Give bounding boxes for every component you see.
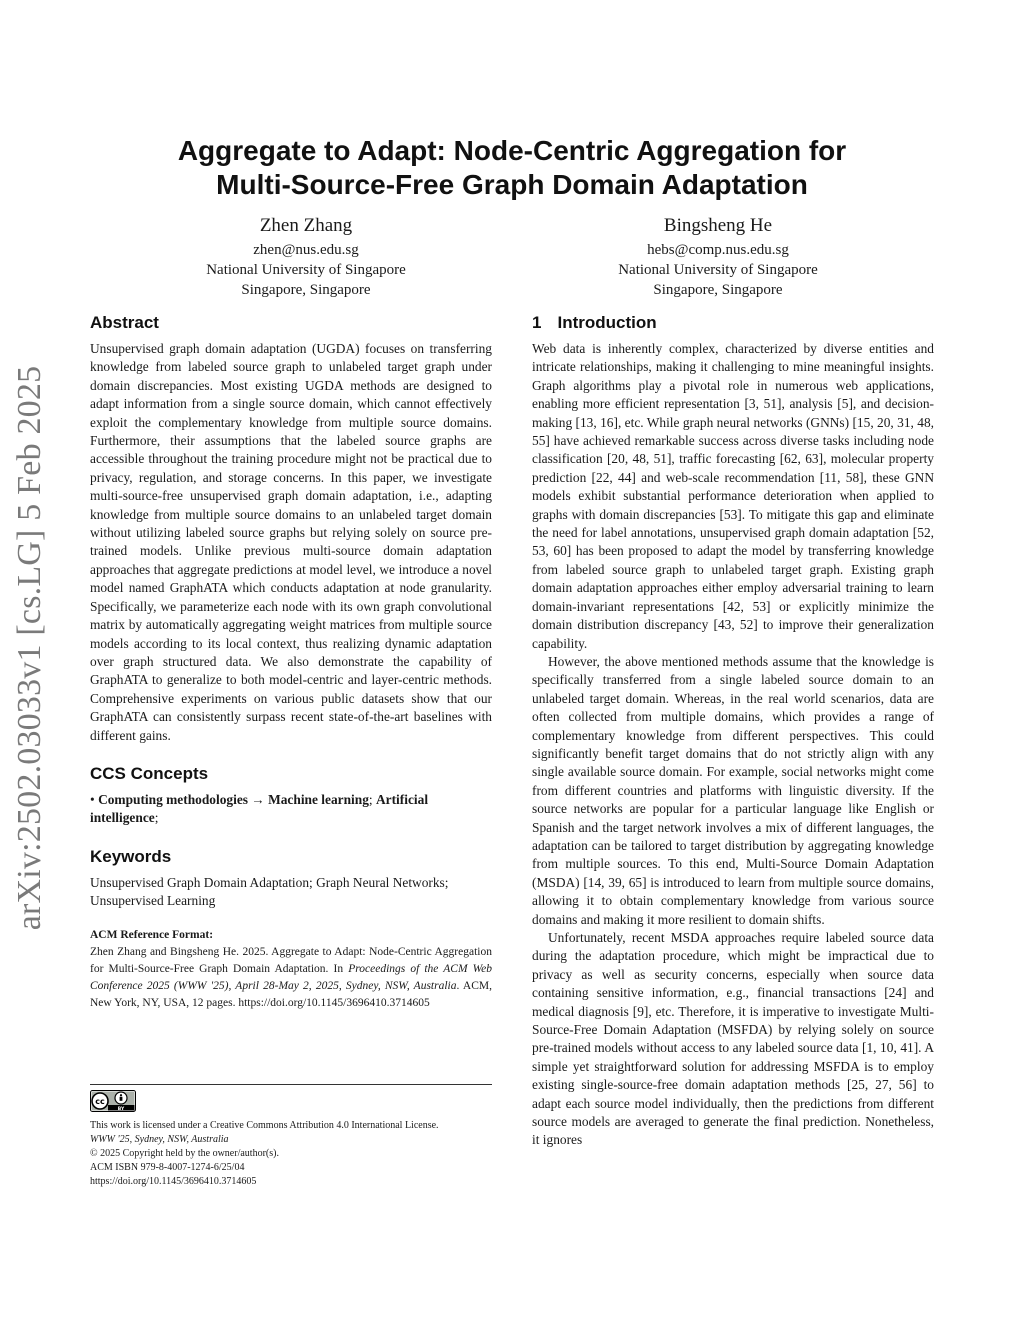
- ccs-concepts: [90, 791, 492, 828]
- section-number: 1: [532, 313, 542, 332]
- title-line-2: Multi-Source-Free Graph Domain Adaptation: [216, 169, 808, 200]
- right-column: [532, 312, 934, 1150]
- author-block-2: [558, 214, 878, 300]
- author-location: Singapore, Singapore: [241, 282, 371, 298]
- footer-isbn: ACM ISBN 979-8-4007-1274-6/25/04: [90, 1162, 245, 1173]
- reference-format-text: Zhen Zhang and Bingsheng He. 2025. Aggregate to Adapt: Node-Centric Aggregation for Multi-Source-Free Graph Domain Adaptation. In Proceedings of the ACM Web Conference 2025 (WWW '25), April 28-May 2, 2025, Sydney, NSW, Australia. ACM, New York, NY, USA, 12 pages. https://doi.org/10.1145/3696410.3714605: [90, 945, 492, 1009]
- abstract-text: Unsupervised graph domain adaptation (UGDA) focuses on transferring knowledge from labeled source graph to unlabeled target graph under domain discrepancies. Most existing UGDA methods are designed to adapt information from a single source domain, which cannot effectively exploit the complementary knowledge from multiple source domains. Furthermore, their assumptions that the labeled source graphs are accessible throughout the training procedure might not be practical due to privacy, regulation, and storage concerns. In this paper, we investigate multi-source-free unsupervised graph domain adaptation, i.e., adapting knowledge from multiple source domains to an unlabeled target domain without utilizing labeled source graphs but relying solely on source pre-trained models. Unlike previous multi-source domain adaptation approaches that aggregate predictions at model level, we introduce a novel model named GraphATA which conducts adaptation at node granularity. Specifically, we parameterize each node with its own graph convolutional matrix by automatically aggregating weight matrices from multiple source models according to its local context, thus realizing dynamic adaptation over graph structured data. We also demonstrate the capability of GraphATA to generalize to both model-centric and layer-centric methods. Comprehensive experiments on various public datasets show that our GraphATA can consistently surpass recent state-of-the-art baselines with different gains.: [90, 341, 492, 743]
- introduction-heading: 1 Introduction: [532, 313, 657, 332]
- ccs-end: ;: [154, 810, 159, 826]
- cc-by-license-icon: [90, 1090, 136, 1112]
- ccs-term: Machine learning: [268, 791, 369, 807]
- author-block-1: [146, 214, 466, 300]
- ccs-section: [90, 763, 492, 828]
- footer-rule: [90, 1084, 492, 1085]
- footer-venue: WWW '25, Sydney, NSW, Australia: [90, 1134, 229, 1145]
- author-affiliation: National University of Singapore: [206, 262, 406, 278]
- license-text: This work is licensed under a Creative Commons Attribution 4.0 International License.: [90, 1120, 439, 1131]
- ccs-separator: ;: [368, 791, 373, 807]
- footer-copyright: © 2025 Copyright held by the owner/author(s).: [90, 1148, 279, 1159]
- ccs-heading: CCS Concepts: [90, 763, 209, 783]
- author-name: Zhen Zhang: [259, 215, 353, 236]
- keywords-text: Unsupervised Graph Domain Adaptation; Graph Neural Networks; Unsupervised Learning: [90, 874, 449, 909]
- reference-format-heading: ACM Reference Format:: [90, 928, 214, 941]
- ccs-bullet: •: [90, 791, 95, 807]
- author-email: zhen@nus.edu.sg: [253, 242, 359, 258]
- svg-text:cc: cc: [95, 1097, 105, 1106]
- intro-paragraph-2: However, the above mentioned methods assume that the knowledge is specifically transferred from a single labeled source domain to an unlabeled target domain. Whereas, in the real world scenarios, data are often collected from multiple domains, which provides a range of complementary knowledge from different perspectives. This could significantly benefit target domains that do not strictly align with any single available source domain. For example, social networks might come from different countries and platforms with linguistic diversity. If the source networks are popular for a particular language like English or Spanish and the target network involves a mix of different languages, the adaptation can be tailored to target distribution by aggregating knowledge from multiple sources. To this end, Multi-Source Domain Adaptation (MSDA) [14, 39, 65] is introduced to learn from multiple source domains, allowing it to obtain complementary knowledge from various source domains and making it more resilient to domain shifts.: [532, 653, 934, 927]
- reference-format: [90, 929, 492, 1012]
- author-location: Singapore, Singapore: [653, 282, 783, 298]
- ccs-term: Artificial intelligence: [90, 791, 429, 826]
- keywords-heading: Keywords: [90, 846, 172, 866]
- ccs-arrow: →: [251, 791, 265, 807]
- author-name: Bingsheng He: [663, 215, 773, 236]
- intro-paragraph-3: Unfortunately, recent MSDA approaches require labeled source data during the adaptation procedure, which might be impractical due to privacy as well as security concerns, especially when source data containing sensitive information, e.g., financial transactions [24] and medical diagnosis [9], etc. Therefore, it is imperative to investigate Multi-Source-Free Domain Adaptation (MSFDA) by relying solely on source pre-trained models without access to any labeled source data [1, 10, 41]. A simple yet straightforward solution for addressing MSFDA is to employ existing single-source-free domain adaptation methods [25, 27, 56] to adapt each source model individually, then the predictions from different source models are averaged to generate the final prediction. Nonetheless, it ignores: [532, 930, 934, 1148]
- keywords-section: [90, 846, 492, 911]
- paper-title: [100, 134, 924, 202]
- license-footer: [90, 1084, 492, 1189]
- author-email: hebs@comp.nus.edu.sg: [647, 242, 789, 258]
- reference-venue: Proceedings of the ACM Web Conference 2025 (WWW '25), April 28-May 2, 2025, Sydney, NSW, Australia: [90, 962, 492, 992]
- left-column: [90, 312, 492, 1012]
- ccs-term: Computing methodologies: [98, 791, 248, 807]
- author-affiliation: National University of Singapore: [618, 262, 818, 278]
- abstract-section: [90, 312, 492, 745]
- footer-doi: https://doi.org/10.1145/3696410.3714605: [90, 1176, 257, 1187]
- intro-paragraph-1: Web data is inherently complex, characterized by diverse entities and intricate relationships, making it challenging to mine meaningful insights. Graph algorithms play a pivotal role in numerous web applications, enabling more efficient representation [3, 51], analysis [5], and decision-making [13, 16], etc. While graph neural networks (GNNs) [15, 20, 31, 48, 55] have achieved remarkable success across diverse tasks including node classification [20, 48, 51], traffic forecasting [62, 63], molecular property prediction [22, 44] and web-scale recommendation [11, 58], these GNN models exhibit substantial performance deterioration when applied to graphs with domain discrepancies [53]. To mitigate this gap and eliminate the need for label annotations, unsupervised graph domain adaptation [52, 53, 60] has been proposed to adapt the model by transferring knowledge from labeled source graph to unlabeled target graph. Existing graph domain adaptation approaches either employ adversarial training to learn domain-invariant representations [42, 53] or explicitly minimize the domain distribution discrepancy [43, 52] to improve their generalization capability.: [532, 341, 934, 651]
- arxiv-identifier: arXiv:2502.03033v1 [cs.LG] 5 Feb 2025: [11, 365, 48, 931]
- abstract-heading: Abstract: [90, 313, 159, 332]
- title-line-1: Aggregate to Adapt: Node-Centric Aggregation for: [177, 135, 847, 166]
- cc-by-label: BY: [117, 1107, 125, 1112]
